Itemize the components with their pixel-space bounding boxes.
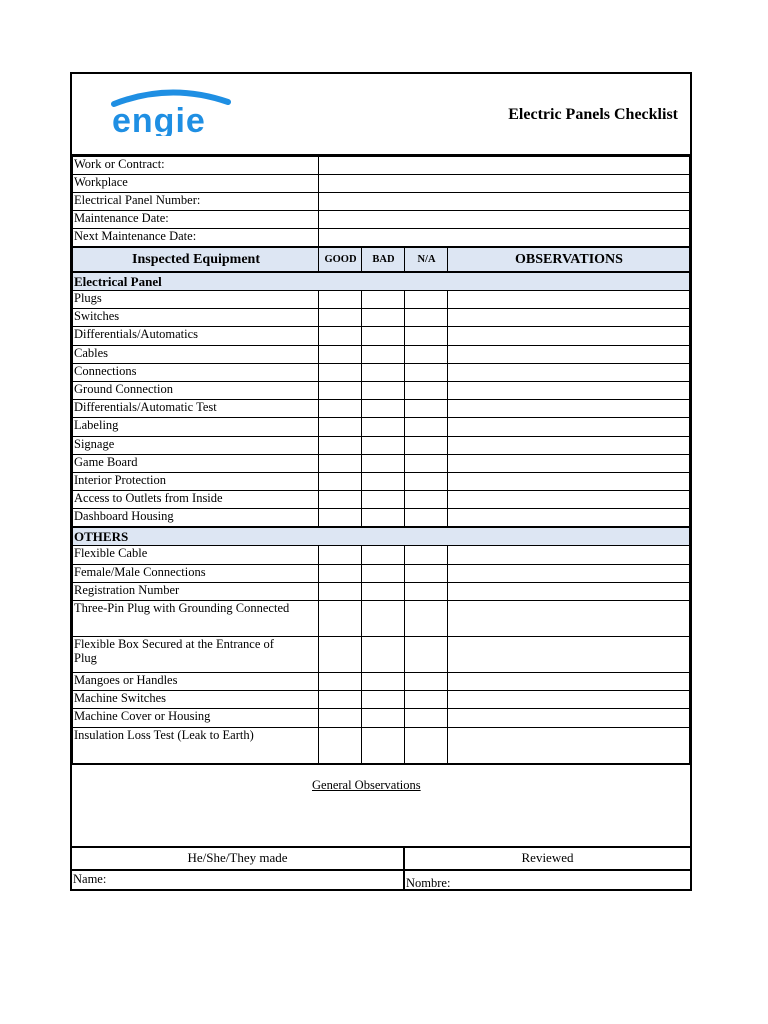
checklist-row — [73, 509, 690, 528]
good-cell[interactable] — [319, 345, 362, 363]
good-cell[interactable] — [319, 637, 362, 673]
checklist-item-label: Machine Cover or Housing — [73, 709, 319, 727]
observation-cell[interactable] — [448, 327, 690, 345]
na-cell[interactable] — [405, 472, 448, 490]
info-label: Maintenance Date: — [73, 211, 319, 229]
na-cell[interactable] — [405, 491, 448, 509]
bad-cell[interactable] — [362, 381, 405, 399]
info-value-field[interactable] — [319, 157, 690, 175]
checklist-row — [73, 691, 690, 709]
good-cell[interactable] — [319, 673, 362, 691]
checklist-item-label: Ground Connection — [73, 381, 319, 399]
checklist-item-label: Three-Pin Plug with Grounding Connected — [73, 601, 319, 637]
info-row — [73, 193, 690, 211]
good-cell[interactable] — [319, 400, 362, 418]
good-cell[interactable] — [319, 418, 362, 436]
observation-cell[interactable] — [448, 436, 690, 454]
na-cell[interactable] — [405, 509, 448, 528]
checklist-row — [73, 309, 690, 327]
made-by-column — [72, 848, 405, 891]
section-header-row — [73, 527, 690, 546]
name-field[interactable]: Name: — [73, 871, 107, 886]
checklist-item-label: Signage — [73, 436, 319, 454]
logo-wordmark: engie — [112, 102, 206, 136]
checklist-row — [73, 546, 690, 564]
good-cell[interactable] — [319, 327, 362, 345]
na-cell[interactable] — [405, 727, 448, 764]
checklist-row — [73, 400, 690, 418]
checklist-item-label: Machine Switches — [73, 691, 319, 709]
checklist-item-label: Female/Male Connections — [73, 564, 319, 582]
na-cell[interactable] — [405, 564, 448, 582]
checklist-row — [73, 436, 690, 454]
good-cell[interactable] — [319, 601, 362, 637]
good-cell[interactable] — [319, 546, 362, 564]
checklist-row — [73, 564, 690, 582]
info-label: Electrical Panel Number: — [73, 193, 319, 211]
na-cell[interactable] — [405, 673, 448, 691]
checklist-item-label: Access to Outlets from Inside — [73, 491, 319, 509]
bad-cell[interactable] — [362, 345, 405, 363]
checklist-row — [73, 363, 690, 381]
checklist-item-label: Flexible Box Secured at the Entrance of Plug — [73, 637, 319, 673]
checklist-item-label: Switches — [73, 309, 319, 327]
good-cell[interactable] — [319, 564, 362, 582]
na-cell[interactable] — [405, 309, 448, 327]
checklist-row — [73, 709, 690, 727]
bad-cell[interactable] — [362, 727, 405, 764]
bad-cell[interactable] — [362, 509, 405, 528]
checklist-table — [72, 156, 690, 765]
column-header-row — [73, 247, 690, 272]
good-cell[interactable] — [319, 582, 362, 600]
good-cell[interactable] — [319, 291, 362, 309]
bad-cell[interactable] — [362, 637, 405, 673]
checklist-item-label: Interior Protection — [73, 472, 319, 490]
bad-cell[interactable] — [362, 291, 405, 309]
checklist-item-label: Labeling — [73, 418, 319, 436]
info-value-field[interactable] — [319, 193, 690, 211]
bad-cell[interactable] — [362, 327, 405, 345]
bad-cell[interactable] — [362, 309, 405, 327]
info-value-field[interactable] — [319, 211, 690, 229]
general-observations-box[interactable] — [72, 765, 690, 848]
checklist-item-label: Dashboard Housing — [73, 509, 319, 528]
checklist-item-label: Insulation Loss Test (Leak to Earth) — [73, 727, 319, 764]
na-cell[interactable] — [405, 436, 448, 454]
na-cell[interactable] — [405, 601, 448, 637]
bad-cell[interactable] — [362, 418, 405, 436]
good-cell[interactable] — [319, 381, 362, 399]
na-cell[interactable] — [405, 709, 448, 727]
bad-cell[interactable] — [362, 582, 405, 600]
section-header-row — [73, 272, 690, 291]
observation-cell[interactable] — [448, 673, 690, 691]
bad-cell[interactable] — [362, 436, 405, 454]
checklist-row — [73, 418, 690, 436]
info-label: Workplace — [73, 175, 319, 193]
na-cell[interactable] — [405, 400, 448, 418]
good-cell[interactable] — [319, 436, 362, 454]
good-cell[interactable] — [319, 691, 362, 709]
observation-cell[interactable] — [448, 291, 690, 309]
bad-cell[interactable] — [362, 472, 405, 490]
info-value-field[interactable] — [319, 229, 690, 248]
section-title: Electrical Panel — [73, 272, 690, 291]
signature-section — [72, 848, 690, 891]
bad-cell[interactable] — [362, 400, 405, 418]
observation-cell[interactable] — [448, 727, 690, 764]
good-cell[interactable] — [319, 472, 362, 490]
na-cell[interactable] — [405, 345, 448, 363]
checklist-row — [73, 291, 690, 309]
observation-cell[interactable] — [448, 601, 690, 637]
checklist-row — [73, 327, 690, 345]
checklist-row — [73, 381, 690, 399]
general-observations-label: General Observations — [312, 777, 421, 792]
observation-cell[interactable] — [448, 363, 690, 381]
document-header — [72, 74, 690, 156]
good-cell[interactable] — [319, 727, 362, 764]
observation-cell[interactable] — [448, 546, 690, 564]
bad-cell[interactable] — [362, 564, 405, 582]
na-cell[interactable] — [405, 418, 448, 436]
na-cell[interactable] — [405, 454, 448, 472]
na-cell[interactable] — [405, 637, 448, 673]
na-cell[interactable] — [405, 691, 448, 709]
col-inspected-equipment: Inspected Equipment — [73, 247, 319, 272]
section-title: OTHERS — [73, 527, 690, 546]
observation-cell[interactable] — [448, 418, 690, 436]
observation-cell[interactable] — [448, 491, 690, 509]
nombre-field[interactable]: Nombre: — [406, 875, 451, 890]
info-row — [73, 211, 690, 229]
checklist-item-label: Game Board — [73, 454, 319, 472]
checklist-item-label: Plugs — [73, 291, 319, 309]
checklist-row — [73, 673, 690, 691]
col-na: N/A — [405, 247, 448, 272]
bad-cell[interactable] — [362, 691, 405, 709]
checklist-row — [73, 472, 690, 490]
observation-cell[interactable] — [448, 381, 690, 399]
bad-cell[interactable] — [362, 673, 405, 691]
na-cell[interactable] — [405, 381, 448, 399]
checklist-row — [73, 582, 690, 600]
page-title: Electric Panels Checklist — [508, 106, 678, 123]
info-label: Next Maintenance Date: — [73, 229, 319, 248]
checklist-row — [73, 454, 690, 472]
made-by-caption: He/She/They made — [72, 848, 403, 871]
checklist-row — [73, 637, 690, 673]
na-cell[interactable] — [405, 327, 448, 345]
observation-cell[interactable] — [448, 472, 690, 490]
observation-cell[interactable] — [448, 709, 690, 727]
col-good: GOOD — [319, 247, 362, 272]
bad-cell[interactable] — [362, 454, 405, 472]
observation-cell[interactable] — [448, 509, 690, 528]
engie-logo — [110, 88, 232, 141]
checklist-row — [73, 491, 690, 509]
info-label: Work or Contract: — [73, 157, 319, 175]
good-cell[interactable] — [319, 454, 362, 472]
bad-cell[interactable] — [362, 491, 405, 509]
checklist-row — [73, 345, 690, 363]
na-cell[interactable] — [405, 546, 448, 564]
checklist-sheet — [70, 72, 692, 891]
good-cell[interactable] — [319, 709, 362, 727]
bad-cell[interactable] — [362, 601, 405, 637]
observation-cell[interactable] — [448, 309, 690, 327]
bad-cell[interactable] — [362, 709, 405, 727]
good-cell[interactable] — [319, 509, 362, 528]
good-cell[interactable] — [319, 363, 362, 381]
checklist-item-label: Cables — [73, 345, 319, 363]
observation-cell[interactable] — [448, 691, 690, 709]
col-bad: BAD — [362, 247, 405, 272]
na-cell[interactable] — [405, 291, 448, 309]
bad-cell[interactable] — [362, 363, 405, 381]
good-cell[interactable] — [319, 309, 362, 327]
info-row — [73, 229, 690, 248]
checklist-item-label: Differentials/Automatics — [73, 327, 319, 345]
info-row — [73, 175, 690, 193]
info-row — [73, 157, 690, 175]
info-value-field[interactable] — [319, 175, 690, 193]
observation-cell[interactable] — [448, 637, 690, 673]
observation-cell[interactable] — [448, 400, 690, 418]
checklist-item-label: Flexible Cable — [73, 546, 319, 564]
na-cell[interactable] — [405, 363, 448, 381]
checklist-item-label: Registration Number — [73, 582, 319, 600]
checklist-item-label: Connections — [73, 363, 319, 381]
observation-cell[interactable] — [448, 345, 690, 363]
checklist-item-label: Differentials/Automatic Test — [73, 400, 319, 418]
col-observations: OBSERVATIONS — [448, 247, 690, 272]
checklist-row — [73, 601, 690, 637]
checklist-item-label: Mangoes or Handles — [73, 673, 319, 691]
observation-cell[interactable] — [448, 454, 690, 472]
bad-cell[interactable] — [362, 546, 405, 564]
reviewed-column — [405, 848, 690, 891]
observation-cell[interactable] — [448, 564, 690, 582]
checklist-row — [73, 727, 690, 764]
reviewed-caption: Reviewed — [405, 848, 690, 871]
observation-cell[interactable] — [448, 582, 690, 600]
good-cell[interactable] — [319, 491, 362, 509]
na-cell[interactable] — [405, 582, 448, 600]
